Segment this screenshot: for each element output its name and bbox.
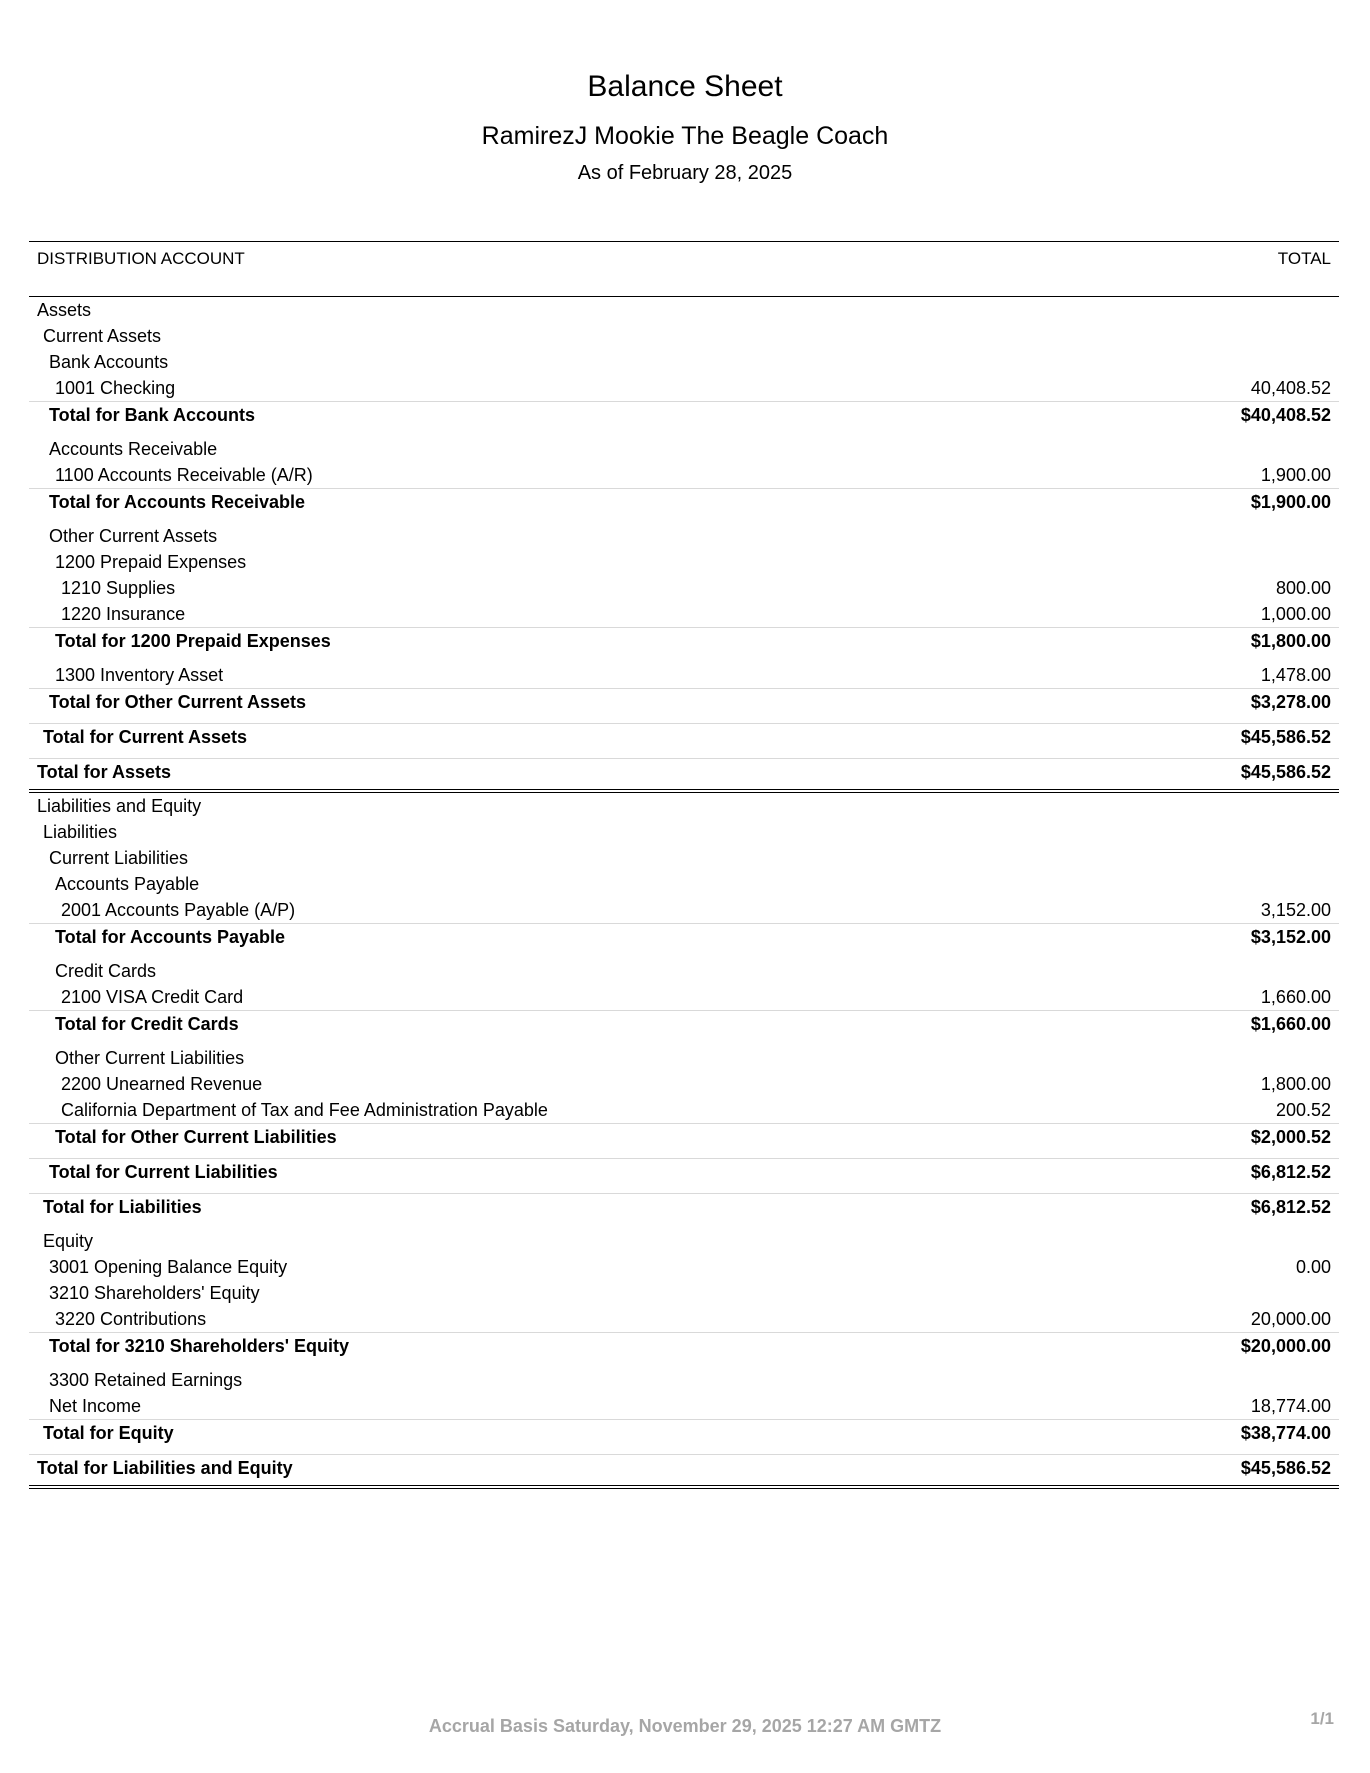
report-date: As of February 28, 2025 [577,162,793,184]
section-header-row [29,297,1339,323]
section-header-row [29,1045,1339,1071]
row-label: 3210 Shareholders' Equity [49,1283,260,1303]
row-amount: $45,586.52 [1240,1458,1331,1478]
row-amount: $3,278.00 [1250,692,1331,712]
account-row [29,662,1339,688]
row-label: Credit Cards [55,961,157,981]
row-label: 1001 Checking [55,378,176,398]
section-header-row [29,436,1339,462]
total-row [29,627,1339,654]
row-label: Total for Equity [43,1423,174,1443]
row-amount: $45,586.52 [1240,727,1331,747]
account-row [29,984,1339,1010]
table-body [29,297,1339,1489]
row-label: Net Income [49,1396,142,1416]
total-row [29,923,1339,950]
row-amount: $40,408.52 [1240,405,1331,425]
row-amount: 200.52 [1275,1100,1331,1120]
total-row [29,758,1339,793]
row-amount: 0.00 [1295,1257,1331,1277]
row-amount: 18,774.00 [1250,1396,1331,1416]
row-label: Current Liabilities [49,848,189,868]
section-header-row [29,349,1339,375]
row-label: Current Assets [43,326,162,346]
row-label: 2100 VISA Credit Card [61,987,244,1007]
row-amount: 1,000.00 [1260,604,1331,624]
total-row [29,723,1339,750]
company-name: RamirezJ Mookie The Beagle Coach [481,122,889,150]
row-label: 2001 Accounts Payable (A/P) [61,900,296,920]
account-row [29,1393,1339,1419]
row-label: 3220 Contributions [55,1309,207,1329]
total-row [29,1332,1339,1359]
row-label: Total for Other Current Liabilities [55,1127,337,1147]
row-label: Other Current Liabilities [55,1048,245,1068]
total-row [29,1123,1339,1150]
total-row [29,1158,1339,1185]
row-label: 3001 Opening Balance Equity [49,1257,288,1277]
row-label: Total for Liabilities [43,1197,202,1217]
total-row [29,1454,1339,1489]
section-header-row [29,819,1339,845]
total-row [29,1193,1339,1220]
row-amount: $1,660.00 [1250,1014,1331,1034]
row-amount: 40,408.52 [1250,378,1331,398]
account-row [29,462,1339,488]
row-label: Total for Bank Accounts [49,405,256,425]
row-amount: $38,774.00 [1240,1423,1331,1443]
account-row [29,1306,1339,1332]
section-header-row [29,1280,1339,1306]
row-amount: 3,152.00 [1260,900,1331,920]
section-header-row [29,871,1339,897]
row-amount: $1,800.00 [1250,631,1331,651]
report-title: Balance Sheet [587,70,783,103]
row-amount: 1,800.00 [1260,1074,1331,1094]
row-label: 1300 Inventory Asset [55,665,224,685]
row-amount: $2,000.52 [1250,1127,1331,1147]
row-amount: $6,812.52 [1250,1162,1331,1182]
balance-sheet-table [29,241,1339,1489]
row-label: Accounts Payable [55,874,200,894]
row-label: Total for Liabilities and Equity [37,1458,293,1478]
row-label: 1200 Prepaid Expenses [55,552,247,572]
row-amount: 800.00 [1275,578,1331,598]
section-header-row [29,1367,1339,1393]
row-label: 1220 Insurance [61,604,186,624]
report-footer: Accrual Basis Saturday, November 29, 2025 12:27 AM GMTZ [428,1716,942,1736]
section-header-row [29,958,1339,984]
section-header-row [29,523,1339,549]
row-amount: 1,900.00 [1260,465,1331,485]
total-row [29,688,1339,715]
row-label: Total for Credit Cards [55,1014,239,1034]
total-row [29,488,1339,515]
account-row [29,1254,1339,1280]
row-label: Accounts Receivable [49,439,218,459]
total-row [29,401,1339,428]
account-row [29,1071,1339,1097]
row-amount: $3,152.00 [1250,927,1331,947]
row-amount: 20,000.00 [1250,1309,1331,1329]
row-label: Total for 3210 Shareholders' Equity [49,1336,350,1356]
column-header-total: TOTAL [1277,249,1331,268]
row-label: Other Current Assets [49,526,218,546]
row-label: Equity [43,1231,94,1251]
row-label: 1100 Accounts Receivable (A/R) [55,465,313,485]
row-label: Liabilities [43,822,118,842]
row-label: Total for Assets [37,762,172,782]
row-label: Total for 1200 Prepaid Expenses [55,631,331,651]
column-header-account: DISTRIBUTION ACCOUNT [37,249,245,268]
row-label: Bank Accounts [49,352,169,372]
account-row [29,575,1339,601]
row-label: Total for Accounts Payable [55,927,286,947]
section-header-row [29,1228,1339,1254]
account-row [29,897,1339,923]
row-label: Total for Accounts Receivable [49,492,306,512]
section-header-row [29,323,1339,349]
section-header-row [29,845,1339,871]
row-label: 1210 Supplies [61,578,176,598]
row-label: 3300 Retained Earnings [49,1370,243,1390]
section-header-row [29,549,1339,575]
row-amount: $20,000.00 [1240,1336,1331,1356]
row-label: 2200 Unearned Revenue [61,1074,263,1094]
account-row [29,375,1339,401]
row-label: Assets [37,300,92,320]
row-amount: $6,812.52 [1250,1197,1331,1217]
total-row [29,1010,1339,1037]
section-header-row [29,793,1339,819]
row-label: Liabilities and Equity [37,796,202,816]
account-row [29,601,1339,627]
row-amount: 1,478.00 [1260,665,1331,685]
table-header [29,241,1339,297]
row-label: Total for Other Current Assets [49,692,307,712]
account-row [29,1097,1339,1123]
row-amount: $45,586.52 [1240,762,1331,782]
row-label: Total for Current Liabilities [49,1162,278,1182]
row-label: Total for Current Assets [43,727,248,747]
page-number: 1/1 [1310,1709,1334,1728]
row-label: California Department of Tax and Fee Administration Payable [61,1100,548,1120]
total-row [29,1419,1339,1446]
row-amount: $1,900.00 [1250,492,1331,512]
row-amount: 1,660.00 [1260,987,1331,1007]
